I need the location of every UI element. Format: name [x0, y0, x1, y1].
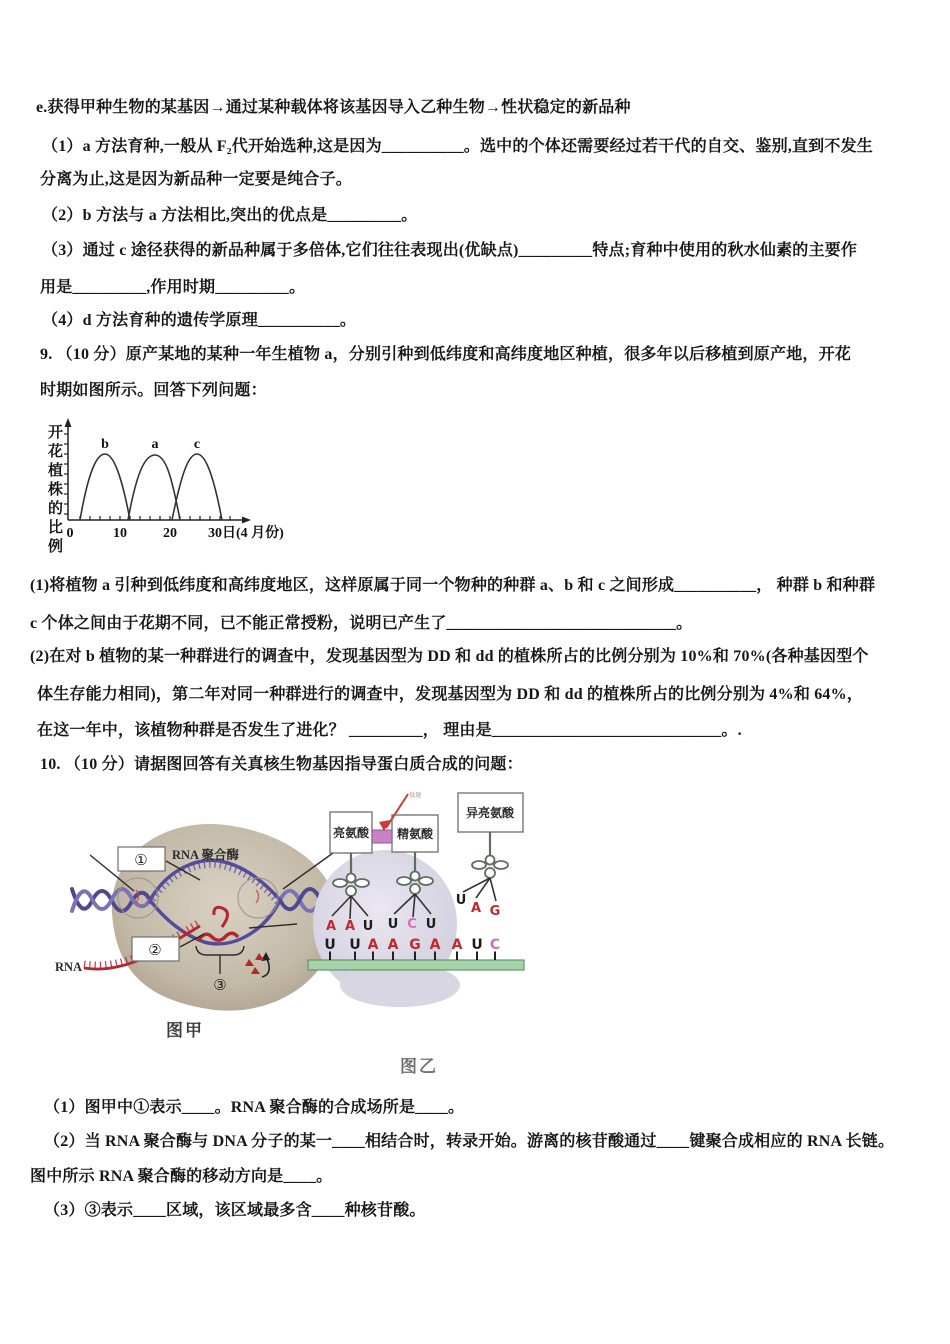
- anticodon-base: U: [387, 917, 399, 932]
- translation-diagram: [300, 788, 535, 1016]
- amino-label-leucine: 亮氨酸: [332, 826, 370, 840]
- mrna-strand: [308, 960, 524, 970]
- mrna-base: A: [451, 937, 463, 953]
- mrna-base: A: [387, 937, 399, 953]
- q8-item3-line2: 用是_________,作用时期_________。: [40, 279, 306, 296]
- label-2: ②: [148, 943, 162, 959]
- anticodon-base: C: [407, 917, 417, 932]
- q8-item3-line1: （3）通过 c 途径获得的新品种属于多倍体,它们往往表现出(优缺点)_________特点;育种中使用的秋水仙素的主要作: [42, 242, 858, 259]
- amino-label-arginine: 精氨酸: [396, 827, 434, 841]
- mrna-base: U: [349, 937, 361, 953]
- mrna-base: A: [367, 937, 379, 953]
- q9-item2-line3: 在这一年中，该植物种群是否发生了进化？ _________， 理由是____________________________。.: [37, 722, 742, 739]
- anticodon-base: U: [362, 919, 374, 934]
- label-3: ③: [213, 978, 227, 994]
- amino-label-isoleucine: 异亮氨酸: [465, 806, 515, 820]
- q8-item1-line2: 分离为止,这是因为新品种一定要是纯合子。: [40, 171, 353, 188]
- rna-label: RNA: [55, 960, 83, 974]
- mrna-base: A: [429, 937, 441, 953]
- q10-item1: （1）图甲中①表示____。RNA 聚合酶的合成场所是____。: [44, 1099, 465, 1116]
- curve-label-a: a: [151, 437, 159, 452]
- x-tick-10: 10: [113, 526, 127, 541]
- peptide-bond-link: [372, 830, 392, 843]
- y-axis-arrow: [65, 418, 72, 427]
- q9-item1-line2: c 个体之间由于花期不同，已不能正常授粉，说明已产生了____________________________。: [30, 615, 693, 632]
- x-tick-20: 20: [163, 526, 177, 541]
- curve-label-b: b: [101, 437, 109, 452]
- anticodon-base: U: [455, 893, 467, 908]
- x-tick-30-month: 30日(4 月份): [208, 526, 284, 541]
- fig-yi-caption: 图乙: [400, 1057, 438, 1076]
- mrna-base: U: [324, 937, 336, 953]
- mrna-base: G: [409, 937, 421, 953]
- curve-a: [128, 455, 180, 520]
- q10-item2-line1: （2）当 RNA 聚合酶与 DNA 分子的某一____相结合时，转录开始。游离的核苷酸通过____键聚合成相应的 RNA 长链。: [44, 1133, 895, 1150]
- q8-item2: （2）b 方法与 a 方法相比,突出的优点是_________。: [42, 207, 418, 224]
- q10-item2-line2: 图中所示 RNA 聚合酶的移动方向是____。: [30, 1168, 333, 1185]
- fig-jia-caption: 图甲: [166, 1021, 204, 1040]
- curve-b: [80, 454, 130, 520]
- mrna-base: C: [489, 937, 501, 953]
- anticodon-base: A: [344, 919, 356, 934]
- flowering-time-chart: [60, 418, 300, 568]
- q9-stem-line2: 时期如图所示。回答下列问题：: [40, 382, 267, 399]
- peptide-bond-tiny-label: 肽键: [410, 793, 422, 799]
- label-1: ①: [134, 853, 148, 869]
- curve-c: [172, 454, 222, 520]
- x-axis-arrow: [242, 517, 251, 524]
- q8-line-e: e.获得甲种生物的某基因→通过某种载体将该基因导入乙种生物→性状稳定的新品种: [36, 99, 631, 116]
- anticodon-base: G: [489, 904, 501, 919]
- q9-item2-line1: (2)在对 b 植物的某一种群进行的调查中，发现基因型为 DD 和 dd 的植株所占的比例分别为 10%和 70%(各种基因型个: [30, 648, 869, 665]
- anticodon-base: U: [425, 917, 437, 932]
- anticodon-base: A: [470, 901, 482, 916]
- q10-stem: 10. （10 分）请据图回答有关真核生物基因指导蛋白质合成的问题：: [40, 756, 523, 773]
- q8-item1-line1: （1）a 方法育种,一般从 F₂代开始选种,这是因为__________。选中的个体还需要经过若干代的自交、鉴别,直到不发生: [42, 138, 873, 155]
- q8-item4: （4）d 方法育种的遗传学原理__________。: [42, 312, 357, 329]
- anticodon-base: A: [325, 919, 337, 934]
- q9-item1-line1: (1)将植物 a 引种到低纬度和高纬度地区，这样原属于同一个物种的种群 a、b 和 c 之间形成__________， 种群 b 和种群: [30, 577, 876, 594]
- q9-item2-line2: 体生存能力相同)，第二年对同一种群进行的调查中，发现基因型为 DD 和 dd 的植株所占的比例分别为 4%和 64%，: [37, 686, 864, 703]
- q9-stem-line1: 9. （10 分）原产某地的某种一年生植物 a，分别引种到低纬度和高纬度地区种植，很多年以后移植到原产地，开花: [40, 346, 852, 363]
- curve-label-c: c: [193, 437, 201, 452]
- q10-item3: （3）③表示____区域，该区域最多含____种核苷酸。: [44, 1202, 426, 1219]
- mrna-base: U: [471, 937, 483, 953]
- chart-y-axis-label: 开花植株的比例: [47, 425, 63, 555]
- rna-polymerase-label: RNA 聚合酶: [172, 848, 240, 862]
- x-tick-0: 0: [66, 526, 74, 541]
